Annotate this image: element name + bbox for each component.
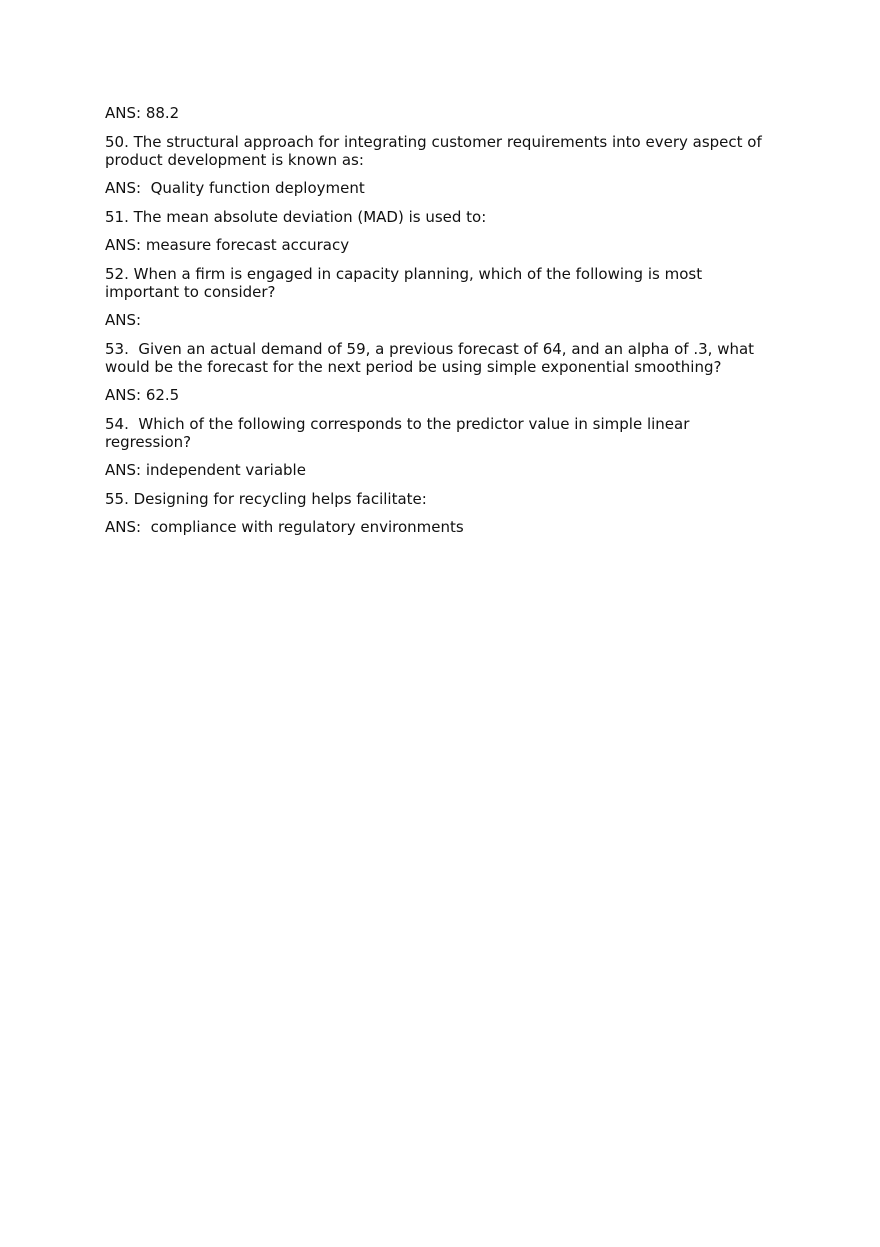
answer-52: ANS: xyxy=(105,311,142,329)
question-55: 55. Designing for recycling helps facilitate: xyxy=(105,489,427,508)
document-body xyxy=(105,104,775,547)
question-53: 53. Given an actual demand of 59, a previous forecast of 64, and an alpha of .3, what would be the forecast for the next period be using simple exponential smoothing? xyxy=(105,339,759,376)
answer-54: ANS: independent variable xyxy=(105,461,306,479)
question-50: 50. The structural approach for integrating customer requirements into every aspect of product development is known as: xyxy=(105,132,767,169)
question-54: 54. Which of the following corresponds to the predictor value in simple linear regression? xyxy=(105,414,695,451)
answer-49: ANS: 88.2 xyxy=(105,104,180,122)
question-51: 51. The mean absolute deviation (MAD) is used to: xyxy=(105,207,487,226)
answer-55: ANS: compliance with regulatory environments xyxy=(105,518,464,536)
answer-50: ANS: Quality function deployment xyxy=(105,179,365,197)
question-52: 52. When a firm is engaged in capacity planning, which of the following is most important to consider? xyxy=(105,264,707,301)
answer-53: ANS: 62.5 xyxy=(105,386,180,404)
answer-51: ANS: measure forecast accuracy xyxy=(105,236,350,254)
